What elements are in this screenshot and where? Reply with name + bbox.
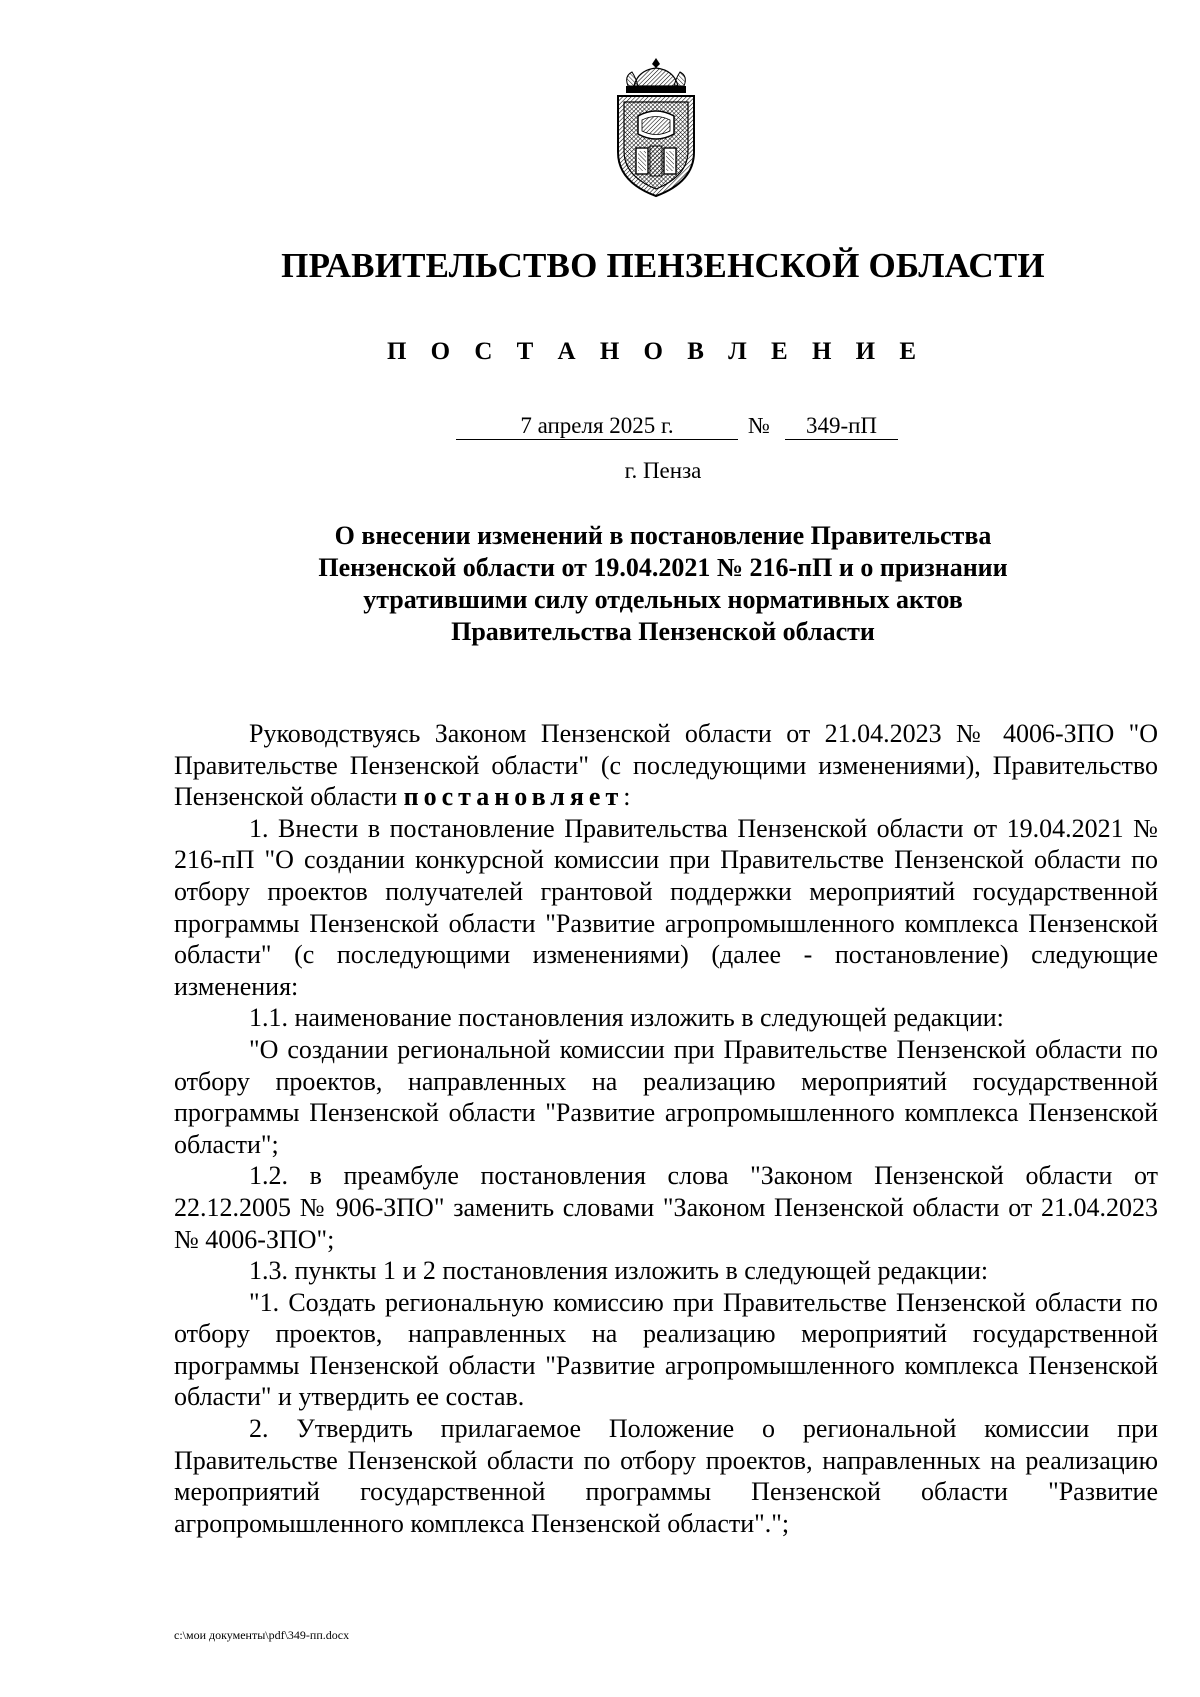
- city-name: г. Пенза: [624, 458, 702, 483]
- paragraph-preamble: [174, 718, 1158, 813]
- heading-line: Пензенской области от 19.04.2021 № 216-пП и о признании: [318, 553, 1008, 582]
- paragraph-item-1: 1. Внести в постановление Правительства Пензенской области от 19.04.2021 № 216-пП "О создании конкурсной комиссии при Правительстве Пензенской области по отбору проектов получателей грантовой поддержки мероприятий государственной программы Пензенской области "Развитие агропромышленного комплекса Пензенской области" (с последующими изменениями) (далее - постановление) следующие изменения:: [174, 813, 1158, 1001]
- number-sign: №: [748, 413, 770, 438]
- decree-keyword: постановляет: [403, 782, 624, 812]
- paragraph-item-1-1: 1.1. наименование постановления изложить в следующей редакции:: [249, 1003, 1004, 1033]
- preamble-text: Руководствуясь Законом Пензенской области от 21.04.2023 № 4006-ЗПО "О Правительстве Пензенской области" (с последующими изменениями), Правительство Пензенской области: [174, 719, 1158, 812]
- paragraph-quote-title: "О создании региональной комиссии при Правительстве Пензенской области по отбору проектов, направленных на реализацию мероприятий государственной программы Пензенской области "Развитие агропромышленного комплекса Пензенской области";: [174, 1034, 1158, 1159]
- organization-title: ПРАВИТЕЛЬСТВО ПЕНЗЕНСКОЙ ОБЛАСТИ: [281, 246, 1045, 285]
- document-number: 349-пП: [785, 413, 898, 440]
- coat-of-arms-emblem: [608, 56, 704, 200]
- document-heading: [0, 520, 1200, 648]
- document-body: [174, 718, 1158, 1539]
- preamble-colon: :: [623, 782, 631, 812]
- paragraph-quote-point-2: 2. Утвердить прилагаемое Положение о региональной комиссии при Правительстве Пензенской области по отбору проектов, направленных на реализацию мероприятий государственной программы Пензенской области "Развитие агропромышленного комплекса Пензенской области".";: [174, 1414, 1158, 1538]
- document-date: 7 апреля 2025 г.: [456, 413, 738, 440]
- document-type: П О С Т А Н О В Л Е Н И Е: [386, 338, 926, 365]
- paragraph-item-1-2: 1.2. в преамбуле постановления слова "Законом Пензенской области от 22.12.2005 № 906-ЗПО" заменить словами "Законом Пензенской области от 21.04.2023 № 4006-ЗПО";: [174, 1161, 1158, 1254]
- file-path-footer: c:\мои документы\pdf\349-пп.docx: [174, 1628, 350, 1642]
- heading-line: О внесении изменений в постановление Правительства: [334, 521, 992, 550]
- heading-line: Правительства Пензенской области: [451, 617, 875, 646]
- heading-line: утратившими силу отдельных нормативных актов: [363, 585, 963, 614]
- paragraph-quote-point-1: "1. Создать региональную комиссию при Правительстве Пензенской области по отбору проектов, направленных на реализацию мероприятий государственной программы Пензенской области "Развитие агропромышленного комплекса Пензенской области" и утвердить ее состав.: [174, 1287, 1158, 1412]
- paragraph-item-1-3: 1.3. пункты 1 и 2 постановления изложить в следующей редакции:: [249, 1256, 989, 1286]
